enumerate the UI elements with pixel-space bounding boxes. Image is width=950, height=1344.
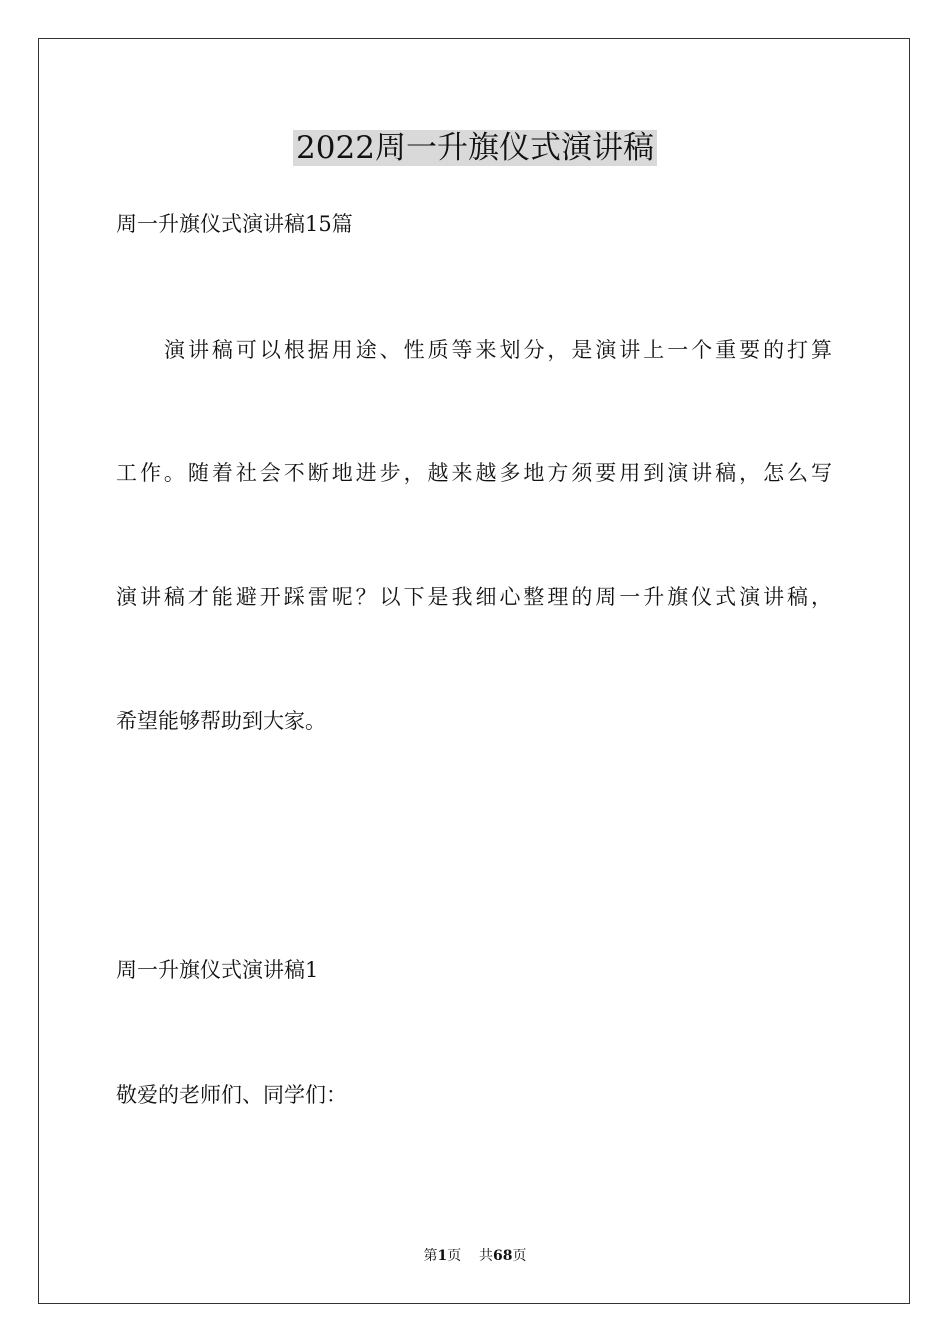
document-title — [0, 128, 950, 168]
intro-line-1: 演讲稿可以根据用途、性质等来划分，是演讲上一个重要的打算 — [164, 338, 832, 362]
section-heading: 周一升旗仪式演讲稿1 — [116, 958, 319, 982]
footer-total-suffix: 页 — [512, 1248, 527, 1264]
intro-line-2: 工作。随着社会不断地进步，越来越多地方须要用到演讲稿，怎么写 — [116, 461, 832, 485]
intro-line-3: 演讲稿才能避开踩雷呢？以下是我细心整理的周一升旗仪式演讲稿， — [116, 585, 832, 609]
footer-page-prefix: 第 — [423, 1248, 438, 1264]
intro-line-4: 希望能够帮助到大家。 — [116, 709, 326, 733]
footer-total-prefix: 共 — [479, 1248, 494, 1264]
document-title-text: 2022周一升旗仪式演讲稿 — [293, 130, 657, 166]
page-footer — [0, 1246, 950, 1266]
salutation: 敬爱的老师们、同学们： — [116, 1083, 347, 1107]
footer-total-pages: 68 — [493, 1248, 513, 1264]
footer-page-number: 1 — [437, 1248, 448, 1264]
footer-page-suffix: 页 — [447, 1248, 462, 1264]
document-subtitle: 周一升旗仪式演讲稿15篇 — [116, 212, 353, 236]
